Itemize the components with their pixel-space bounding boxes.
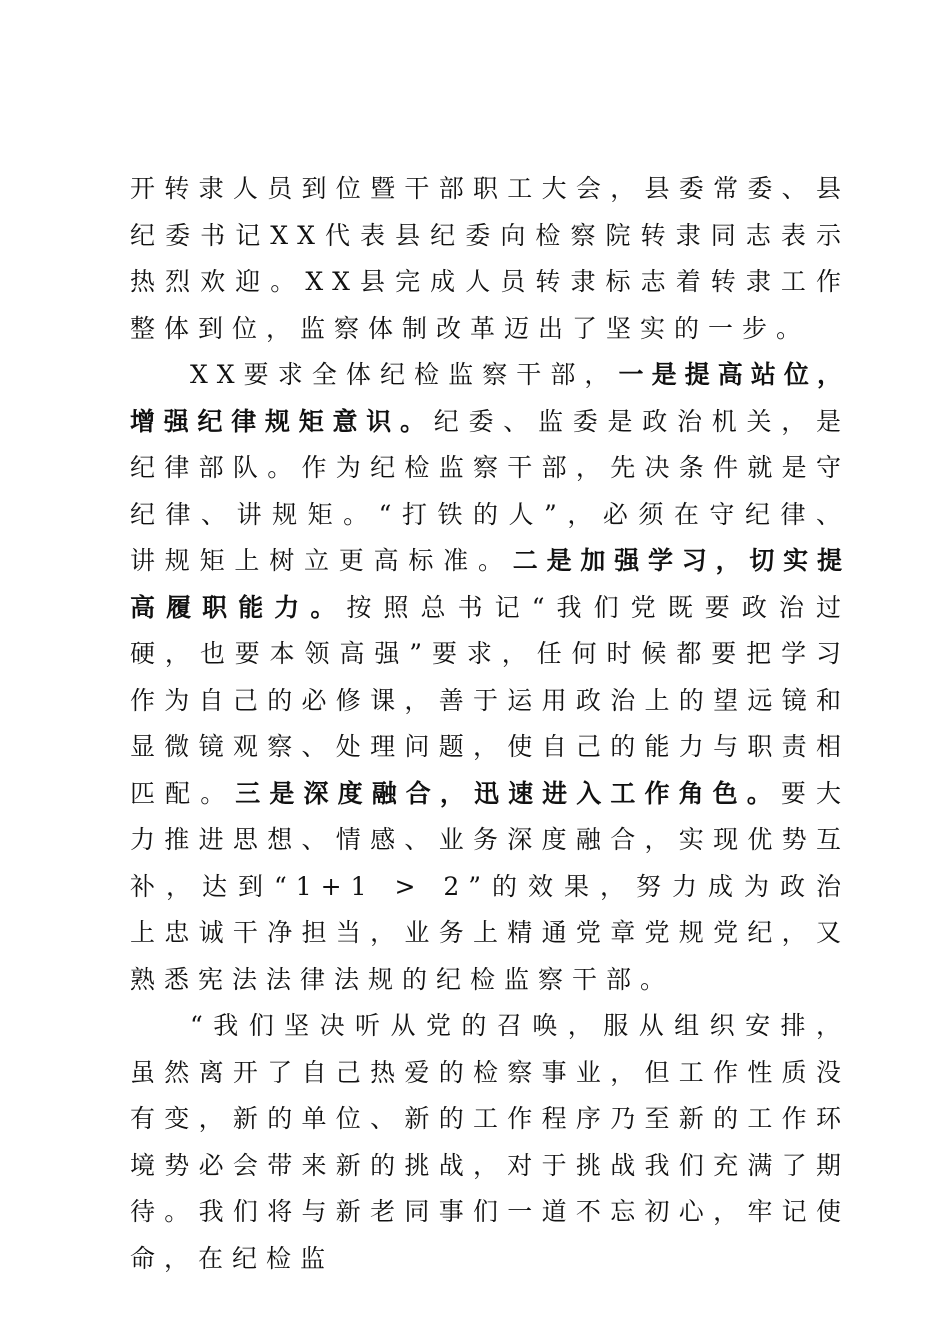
paragraph-1-text: 开转隶人员到位暨干部职工大会，县委常委、县纪委书记XX代表县纪委向检察院转隶同志表示热烈欢迎。XX县完成人员转隶标志着转隶工作整体到位，监察体制改革迈出了坚实的一步。 <box>130 174 850 343</box>
paragraph-3-text: “我们坚决听从党的召唤，服从组织安排，虽然离开了自己热爱的检察事业，但工作性质没有变，新的单位、新的工作程序乃至新的工作环境势必会带来新的挑战，对于挑战我们充满了期待。我们将与新老同事们一道不忘初心，牢记使命，在纪检监 <box>130 1011 850 1273</box>
paragraph-1 <box>130 166 850 352</box>
document-body <box>130 166 850 1282</box>
point-two-heading: 二是加强学习，切实提高履职能力。 <box>130 546 850 622</box>
point-three-text: 要大力推进思想、情感、业务深度融合，实现优势互补，达到“1+1 > 2”的效果，努力成为政治上忠诚干净担当，业务上精通党章党规党纪，又熟悉宪法法律法规的纪检监察干部。 <box>130 778 850 994</box>
point-one-heading: 一是提高站位，增强纪律规矩意识。 <box>130 360 850 436</box>
paragraph-2 <box>130 352 850 1003</box>
paragraph-2-intro: XX要求全体纪检监察干部， <box>190 360 619 389</box>
point-one-text: 纪委、监委是政治机关，是纪律部队。作为纪检监察干部，先决条件就是守纪律、讲规矩。“打铁的人”，必须在守纪律、讲规矩上树立更高标准。 <box>130 406 850 575</box>
paragraph-3 <box>130 1003 850 1282</box>
point-two-text: 按照总书记“我们党既要政治过硬，也要本领高强”要求，任何时候都要把学习作为自己的必修课，善于运用政治上的望远镜和显微镜观察、处理问题，使自己的能力与职责相匹配。 <box>130 592 850 808</box>
point-three-heading: 三是深度融合，迅速进入工作角色。 <box>235 778 781 808</box>
